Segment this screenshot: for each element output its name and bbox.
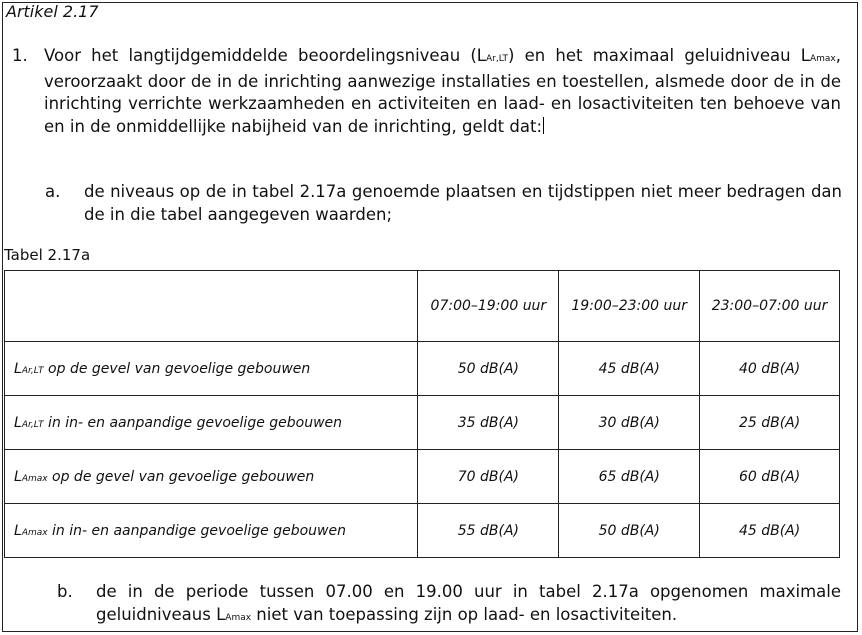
table-row [5,396,840,450]
paragraph-1-text[interactable] [44,45,841,138]
article-title: Artikel 2.17 [6,2,99,21]
item-b-text-b: niet van toepassing zijn op laad- en losactiviteiten. [251,604,678,624]
value-cell: 60 dB(A) [700,450,840,504]
row-label: LAmax op de gevel van gevoelige gebouwen [5,450,418,504]
item-a-text: de niveaus op de in tabel 2.17a genoemde plaatsen en tijdstippen niet meer bedragen dan de in die tabel aangegeven waarden; [84,182,842,224]
lar-subscript: Ar,LT [485,54,508,64]
value-cell: 25 dB(A) [700,396,840,450]
item-b-text [96,581,841,629]
value-cell: 35 dB(A) [418,396,559,450]
value-cell: 70 dB(A) [418,450,559,504]
header-cell: 19:00–23:00 uur [559,271,700,342]
lamax-subscript-b: Amax [225,612,252,623]
paragraph-1-text-c: , veroorzaakt door de in de inrichting aanwezige installaties en toestellen, alsmede door de in de inrichting verrichte werkzaamheden en activiteiten en laad- en losactiviteiten ten behoeve van en in de onmiddellijke nabijheid van de inrichting, geldt dat: [44,46,841,136]
row-label: LAmax in in- en aanpandige gevoelige gebouwen [5,504,418,558]
table-row [5,450,840,504]
table-caption: Tabel 2.17a [4,246,91,264]
value-cell: 50 dB(A) [559,504,700,558]
value-cell: 45 dB(A) [700,504,840,558]
value-cell: 55 dB(A) [418,504,559,558]
noise-limits-table [4,270,840,558]
header-cell: 07:00–19:00 uur [418,271,559,342]
value-cell: 40 dB(A) [700,342,840,396]
item-a-letter: a. [45,182,61,201]
table-row [5,342,840,396]
table-row [5,504,840,558]
paragraph-1-text-a: Voor het langtijdgemiddelde beoordelingsniveau (L [44,46,486,65]
value-cell: 30 dB(A) [559,396,700,450]
table-header-row [5,271,840,342]
row-label: LAr,LT in in- en aanpandige gevoelige gebouwen [5,396,418,450]
header-cell [5,271,418,342]
value-cell: 45 dB(A) [559,342,700,396]
item-b-text-a: de in de periode tussen 07.00 en 19.00 uur in tabel 2.17a opgenomen maximale geluidniveaus L [96,582,841,624]
header-cell: 23:00–07:00 uur [700,271,840,342]
item-b-letter: b. [57,582,73,601]
text-cursor [543,117,544,134]
paragraph-1-text-b: ) en het maximaal geluidniveau L [507,46,810,65]
value-cell: 50 dB(A) [418,342,559,396]
paragraph-1-number: 1. [12,46,28,65]
row-label: LAr,LT op de gevel van gevoelige gebouwen [5,342,418,396]
lamax-subscript: Amax [809,54,836,64]
value-cell: 65 dB(A) [559,450,700,504]
